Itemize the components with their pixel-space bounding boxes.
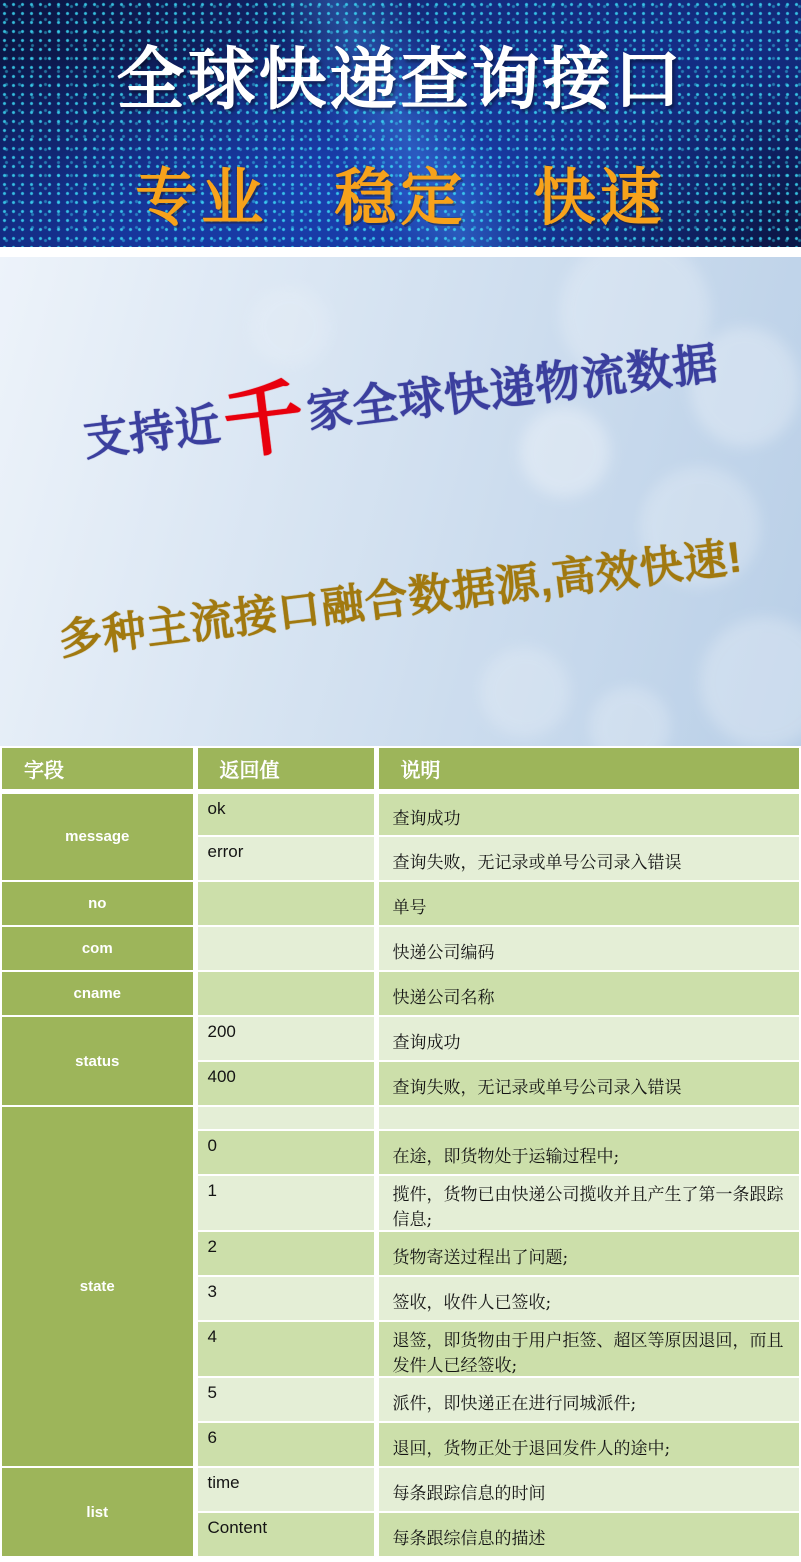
bottom-strip xyxy=(0,1558,801,1562)
description-cell: 在途，即货物处于运输过程中; xyxy=(376,1130,799,1175)
hero-headline-2: 多种主流接口融合数据源,高效快速! xyxy=(56,533,746,665)
description-cell: 派件，即快递正在进行同城派件; xyxy=(376,1377,799,1422)
value-cell: 3 xyxy=(195,1276,376,1321)
table-row xyxy=(2,971,799,1016)
table-row xyxy=(2,1016,799,1061)
bokeh-circle xyxy=(250,287,330,367)
value-cell: error xyxy=(195,836,376,881)
field-cell-message: message xyxy=(2,791,195,881)
field-cell-com: com xyxy=(2,926,195,971)
description-cell: 货物寄送过程出了问题; xyxy=(376,1231,799,1276)
bokeh-circle xyxy=(590,687,670,746)
section-divider xyxy=(0,247,801,257)
description-cell: 退回，货物正处于退回发件人的途中; xyxy=(376,1422,799,1467)
description-cell: 单号 xyxy=(376,881,799,926)
field-cell-state: state xyxy=(2,1106,195,1467)
bokeh-circle xyxy=(480,647,570,737)
header-description: 说明 xyxy=(376,748,799,791)
hero-section xyxy=(0,257,801,746)
field-cell-status: status xyxy=(2,1016,195,1106)
value-cell: 1 xyxy=(195,1175,376,1231)
value-cell xyxy=(195,926,376,971)
description-cell: 快递公司名称 xyxy=(376,971,799,1016)
field-cell-list: list xyxy=(2,1467,195,1557)
top-banner xyxy=(0,0,801,247)
header-return-value: 返回值 xyxy=(195,748,376,791)
value-cell: 0 xyxy=(195,1130,376,1175)
value-cell: 400 xyxy=(195,1061,376,1106)
field-cell-cname: cname xyxy=(2,971,195,1016)
table-row xyxy=(2,881,799,926)
api-fields-table xyxy=(2,748,799,1558)
table-row xyxy=(2,926,799,971)
description-cell: 每条跟综信息的描述 xyxy=(376,1512,799,1557)
banner-title: 全球快递查询接口 xyxy=(116,42,685,118)
table-row xyxy=(2,1467,799,1512)
hero-headline-1-suffix: 家全球快递物流数据 xyxy=(304,337,722,439)
table-header-row xyxy=(2,748,799,791)
value-cell: 2 xyxy=(195,1231,376,1276)
api-fields-table-wrap xyxy=(0,746,801,1558)
description-cell: 查询失败，无记录或单号公司录入错误 xyxy=(376,836,799,881)
description-cell xyxy=(376,1106,799,1130)
table-row xyxy=(2,1106,799,1130)
description-cell: 快递公司编码 xyxy=(376,926,799,971)
value-cell xyxy=(195,1106,376,1130)
hero-headline-1-prefix: 支持近 xyxy=(80,398,224,466)
banner-subtitle: 专业 稳定 快速 xyxy=(135,164,666,233)
value-cell: 200 xyxy=(195,1016,376,1061)
field-cell-no: no xyxy=(2,881,195,926)
description-cell: 查询成功 xyxy=(376,1016,799,1061)
value-cell: 4 xyxy=(195,1321,376,1377)
description-cell: 退签，即货物由于用户拒签、超区等原因退回，而且发件人已经签收; xyxy=(376,1321,799,1377)
value-cell xyxy=(195,971,376,1016)
value-cell xyxy=(195,881,376,926)
value-cell: time xyxy=(195,1467,376,1512)
description-cell: 查询成功 xyxy=(376,791,799,836)
bokeh-circle xyxy=(520,407,610,497)
hero-headline-1-highlight: 千 xyxy=(218,371,310,470)
value-cell: 6 xyxy=(195,1422,376,1467)
description-cell: 查询失败，无记录或单号公司录入错误 xyxy=(376,1061,799,1106)
api-table-body xyxy=(2,791,799,1557)
hero-headline-1 xyxy=(0,316,801,478)
bokeh-circle xyxy=(700,617,801,746)
table-row xyxy=(2,791,799,836)
description-cell: 揽件，货物已由快递公司揽收并且产生了第一条跟踪信息; xyxy=(376,1175,799,1231)
value-cell: ok xyxy=(195,791,376,836)
value-cell: 5 xyxy=(195,1377,376,1422)
description-cell: 每条跟踪信息的时间 xyxy=(376,1467,799,1512)
description-cell: 签收，收件人已签收; xyxy=(376,1276,799,1321)
value-cell: Content xyxy=(195,1512,376,1557)
header-field: 字段 xyxy=(2,748,195,791)
